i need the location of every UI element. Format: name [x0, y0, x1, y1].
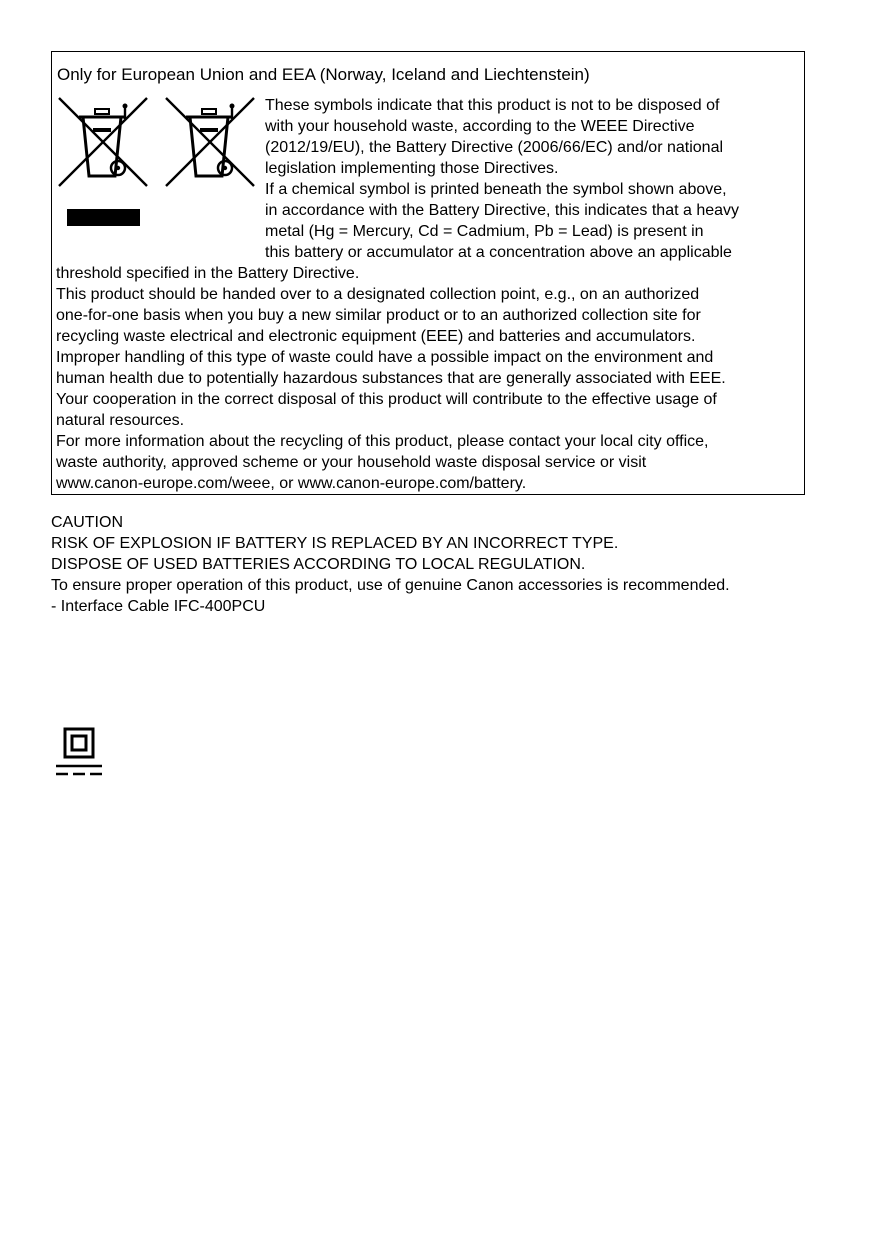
text-line: recycling waste electrical and electronic equipment (EEE) and batteries and accumulators.	[56, 328, 696, 345]
text-line: this battery or accumulator at a concentration above an applicable	[265, 244, 732, 261]
crossed-out-wheelie-bin-icon	[57, 96, 149, 192]
text-line: in accordance with the Battery Directive, this indicates that a heavy	[265, 202, 740, 219]
text-line: Improper handling of this type of waste could have a possible impact on the environment and	[56, 349, 714, 366]
text-line: natural resources.	[56, 412, 185, 429]
weee-symbols	[57, 96, 257, 236]
caution-block	[51, 512, 730, 617]
text-line: threshold specified in the Battery Directive.	[56, 265, 360, 282]
text-line: www.canon-europe.com/weee, or www.canon-europe.com/battery.	[56, 475, 527, 492]
text-line: This product should be handed over to a designated collection point, e.g., on an authorized	[56, 286, 700, 303]
chemical-symbol-bar	[67, 209, 140, 226]
text-line: one-for-one basis when you buy a new similar product or to an authorized collection site for	[56, 307, 701, 324]
weee-title: Only for European Union and EEA (Norway, Iceland and Liechtenstein)	[57, 65, 590, 84]
text-line: waste authority, approved scheme or your household waste disposal service or visit	[56, 454, 647, 471]
weee-body-paragraph	[56, 263, 726, 494]
text-line: Your cooperation in the correct disposal of this product will contribute to the effective usage of	[56, 391, 717, 408]
caution-line: DISPOSE OF USED BATTERIES ACCORDING TO LOCAL REGULATION.	[51, 556, 586, 573]
symbol-explanation-paragraph	[265, 95, 739, 263]
caution-heading: CAUTION	[51, 514, 123, 531]
text-line: For more information about the recycling of this product, please contact your local city office,	[56, 433, 709, 450]
double-insulation-icon	[55, 727, 103, 779]
caution-line: To ensure proper operation of this product, use of genuine Canon accessories is recommended.	[51, 577, 730, 594]
text-line: legislation implementing those Directives.	[265, 160, 559, 177]
text-line: (2012/19/EU), the Battery Directive (2006/66/EC) and/or national	[265, 139, 724, 156]
text-line: human health due to potentially hazardous substances that are generally associated with EEE.	[56, 370, 726, 387]
text-line: If a chemical symbol is printed beneath the symbol shown above,	[265, 181, 727, 198]
direct-current-icon	[56, 766, 102, 774]
text-line: metal (Hg = Mercury, Cd = Cadmium, Pb = Lead) is present in	[265, 223, 704, 240]
text-line: These symbols indicate that this product is not to be disposed of	[265, 97, 720, 114]
crossed-out-wheelie-bin-icon	[164, 96, 256, 192]
caution-line: - Interface Cable IFC-400PCU	[51, 598, 266, 615]
text-line: with your household waste, according to the WEEE Directive	[265, 118, 695, 135]
weee-notice-box	[51, 51, 805, 495]
caution-line: RISK OF EXPLOSION IF BATTERY IS REPLACED BY AN INCORRECT TYPE.	[51, 535, 619, 552]
